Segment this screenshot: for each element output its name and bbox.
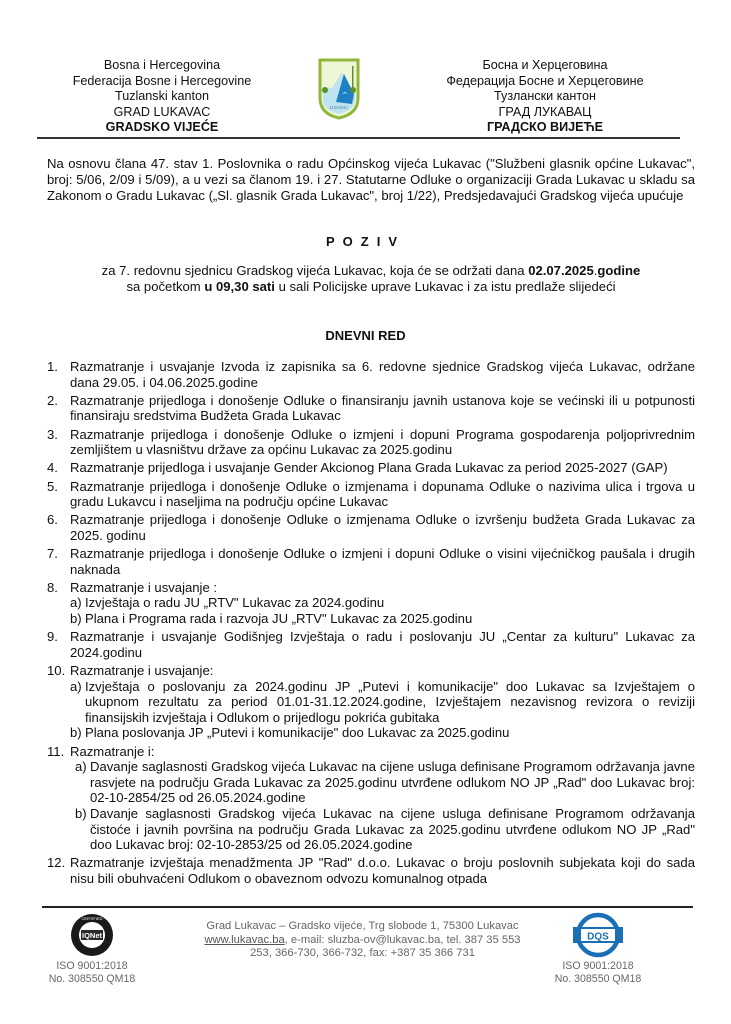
agenda-subitem — [70, 725, 695, 741]
agenda-subitem — [75, 759, 695, 806]
header-canton-cyr: Тузлански кантон — [494, 89, 596, 104]
agenda-subitem-letter: a) — [75, 759, 87, 775]
agenda-item-text: Razmatranje i usvajanje Godišnjeg Izvještaja o radu i poslovanju JU „Centar za kulturu" Lukavac za 2024.godinu — [70, 629, 695, 660]
dqs-logo-icon — [567, 912, 629, 958]
session-time: u 09,30 sati — [204, 278, 275, 294]
agenda-item-text: Razmatranje i usvajanje : — [70, 579, 218, 595]
iqnet-certificate — [42, 912, 142, 986]
agenda-item — [47, 393, 695, 424]
agenda-subitem-text: Davanje saglasnosti Gradskog vijeća Lukavac na cijene usluga definisane Programom održavanja javne rasvjete na području Grada Lukavac za 2025.godinu utvrđene odlukom NO JP „Rad" doo Lukavac broj: 02-10-2854/25 od 26.05.2024.godine — [90, 759, 695, 806]
agenda-list — [47, 359, 695, 889]
invitation-text — [47, 263, 695, 295]
header-city: GRAD LUKAVAC — [113, 104, 211, 119]
agenda-item-text: Razmatranje prijedloga i donošenje Odluke o izmjeni i dopuni Odluke o visini vijećničkog paušala i drugih naknada — [70, 546, 695, 577]
agenda-title: DNEVNI RED — [325, 328, 406, 343]
agenda-item-number: 12. — [47, 855, 66, 871]
footer-address: Grad Lukavac – Gradsko vijeće, Trg slobode 1, 75300 Lukavac — [206, 920, 519, 932]
agenda-item-text: Razmatranje prijedloga i donošenje Odluke o izmjenama Odluke o izvršenju budžeta Grada Lukavac za 2025. godinu — [70, 512, 695, 543]
agenda-subitem-letter: b) — [75, 805, 87, 821]
session-date-suffix: godine — [597, 263, 641, 278]
agenda-subitem-text: Izvještaja o poslovanju za 2024.godinu JP „Putevi i komunikacije" doo Lukavac sa Izvještajem o ukupnom rezultatu za period 01.01-31.12.2024.godine, Izvještajem nezavisnog revizora o reviziji finansijskih izvještaja i Odlukom o prijedlogu pokrića gubitaka — [85, 678, 695, 725]
agenda-item-number: 1. — [47, 359, 58, 374]
text-fragment: redovnu sjednicu Gradskog vijeća Lukavac, koja će se održati dana — [130, 263, 529, 278]
agenda-item-number: 11. — [47, 743, 65, 759]
agenda-item — [47, 744, 695, 853]
agenda-subitem — [70, 611, 695, 627]
agenda-subitem-letter: b) — [70, 725, 82, 741]
agenda-subitem-text: Plana i Programa rada i razvoja JU „RTV" Lukavac za 2025.godinu — [85, 611, 473, 627]
agenda-subitem — [75, 806, 695, 853]
agenda-item — [47, 546, 695, 577]
footer-email-tel: , e-mail: sluzba-ov@lukavac.ba, tel. 387 35 553 — [284, 933, 521, 946]
header-divider — [37, 137, 680, 139]
iqnet-logo-icon — [69, 912, 115, 958]
agenda-item — [47, 479, 695, 510]
session-number: 7. — [119, 263, 131, 278]
agenda-subitem-letter: b) — [70, 611, 82, 627]
agenda-item-text: Razmatranje prijedloga i usvajanje Gender Akcionog Plana Grada Lukavac za period 2025-2027 (GAP) — [70, 460, 668, 476]
header-council: GRADSKO VIJEĆE — [105, 120, 219, 135]
agenda-item — [47, 580, 695, 627]
header-left-latin — [37, 58, 287, 136]
text-fragment: . — [593, 263, 598, 278]
invitation-title: POZIV — [325, 234, 405, 249]
agenda-item-text: Razmatranje i: — [70, 743, 155, 759]
header-canton: Tuzlanski kanton — [114, 89, 210, 104]
cert-number: No. 308550 QM18 — [48, 972, 136, 985]
footer-divider — [42, 906, 693, 908]
dqs-certificate — [548, 912, 648, 986]
agenda-item-number: 8. — [47, 579, 58, 595]
iso-standard: ISO 9001:2018 — [56, 960, 128, 972]
footer-phones: 253, 366-730, 366-732, fax: +387 35 366 731 — [250, 947, 475, 960]
agenda-subitem-text: Izvještaja o radu JU „RTV" Lukavac za 2024.godinu — [85, 595, 385, 611]
agenda-subitem — [70, 679, 695, 726]
header-right-cyrillic — [420, 58, 670, 136]
agenda-item — [47, 460, 695, 476]
agenda-item-number: 6. — [47, 512, 58, 528]
header-city-cyr: ГРАД ЛУКАВАЦ — [498, 104, 592, 119]
agenda-item — [47, 359, 695, 390]
agenda-item-number: 3. — [47, 426, 58, 442]
agenda-item-number: 10. — [47, 663, 66, 679]
agenda-item-number: 5. — [47, 478, 58, 494]
text-fragment: sa početkom — [126, 278, 205, 294]
footer-contact — [160, 920, 565, 961]
header-federation-cyr: Федерација Босне и Херцеговине — [446, 73, 644, 88]
website-link[interactable]: www.lukavac.ba — [204, 933, 285, 946]
agenda-subitem-text: Davanje saglasnosti Gradskog vijeća Lukavac na cijene usluga definisane Programom održavanja čistoće i javnih površina na području Grada Lukavac za 2025.godinu utvrđene odlukom NO JP „Rad" doo Lukavac broj: 02-10-2853/25 od 26.05.2024.godine — [90, 805, 695, 853]
agenda-item-text: Razmatranje i usvajanje: — [70, 663, 214, 679]
agenda-item — [47, 629, 695, 660]
dqs-logo-text: DQS — [587, 931, 609, 943]
agenda-subitem-letter: a) — [70, 595, 82, 611]
agenda-item-number: 2. — [47, 392, 58, 408]
agenda-item-text: Razmatranje prijedloga i donošenje Odluke o izmjenama i dopunama Odluke o nazivima ulica i trgova u gradu Lukavcu i naseljima na području općine Lukavac — [70, 478, 695, 510]
agenda-item-text: Razmatranje prijedloga i donošenje Odluke o finansiranju javnih ustanova koje se većinski ili u potpunosti finansiraju sredstvima Budžeta Grada Lukavac — [70, 392, 695, 424]
iso-standard: ISO 9001:2018 — [562, 960, 634, 972]
agenda-item-number: 4. — [47, 460, 58, 476]
header-council-cyr: ГРАДСКО ВИЈЕЋЕ — [486, 120, 603, 135]
intro-paragraph: Na osnovu člana 47. stav 1. Poslovnika o radu Općinskog vijeća Lukavac ("Službeni glasnik općine Lukavac", broj: 5/06, 2/09 i 5/09), a u vezi sa članom 19. i 27. Statutarne Odluke o organizaciji Grada Lukavac u skladu sa Zakonom o Gradu Lukavac („Sl. glasnik Grada Lukavac", broj 1/22), Predsjedavajući Gradskog vijeća upućuje — [47, 156, 695, 203]
agenda-subitem-text: Plana poslovanja JP „Putevi i komunikacije" doo Lukavac za 2025.godinu — [85, 725, 510, 741]
iqnet-logo-text: IQNet — [81, 931, 103, 940]
agenda-item-text: Razmatranje prijedloga i donošenje Odluke o izmjeni i dopuni Programa gospodarenja poljoprivrednim zemljištem u vlasništvu države za općinu Lukavac za 2025.godinu — [70, 426, 695, 458]
text-fragment: u sali Policijske uprave Lukavac i za istu predlaže slijedeći — [274, 278, 616, 294]
invitation-line-1 — [47, 263, 695, 279]
agenda-item-text: Razmatranje i usvajanje Izvoda iz zapisnika sa 6. redovne sjednice Gradskog vijeća Lukavac, održane dana 29.05. i 04.06.2025.godine — [70, 359, 695, 390]
cert-number: No. 308550 QM18 — [554, 972, 642, 985]
agenda-item — [47, 855, 695, 886]
header-country: Bosna i Hercegovina — [103, 58, 221, 72]
crest-text: LUKAVAC — [329, 105, 349, 110]
agenda-subitem-letter: a) — [70, 678, 82, 694]
agenda-item — [47, 512, 695, 543]
text-fragment: za — [101, 263, 120, 278]
agenda-item-number: 9. — [47, 629, 58, 645]
agenda-subitem — [70, 595, 695, 611]
header-federation: Federacija Bosne i Hercegovine — [72, 73, 252, 88]
iqnet-ring-text: CERTIFIED — [81, 916, 103, 921]
agenda-item-text: Razmatranje izvještaja menadžmenta JP "Rad" d.o.o. Lukavac o broju poslovnih subjekata koji do sada nisu bili obuhvaćeni Odlukom o obaveznom odvozu komunalnog otpada — [70, 855, 695, 886]
footer-contact-line — [160, 934, 565, 948]
agenda-item-number: 7. — [47, 546, 58, 562]
session-date: 02.07.2025 — [528, 263, 594, 278]
header-country-cyr: Босна и Херцеговина — [482, 58, 608, 72]
city-crest-logo — [318, 58, 360, 120]
agenda-item — [47, 663, 695, 741]
invitation-line-2 — [47, 279, 695, 295]
agenda-item — [47, 427, 695, 458]
